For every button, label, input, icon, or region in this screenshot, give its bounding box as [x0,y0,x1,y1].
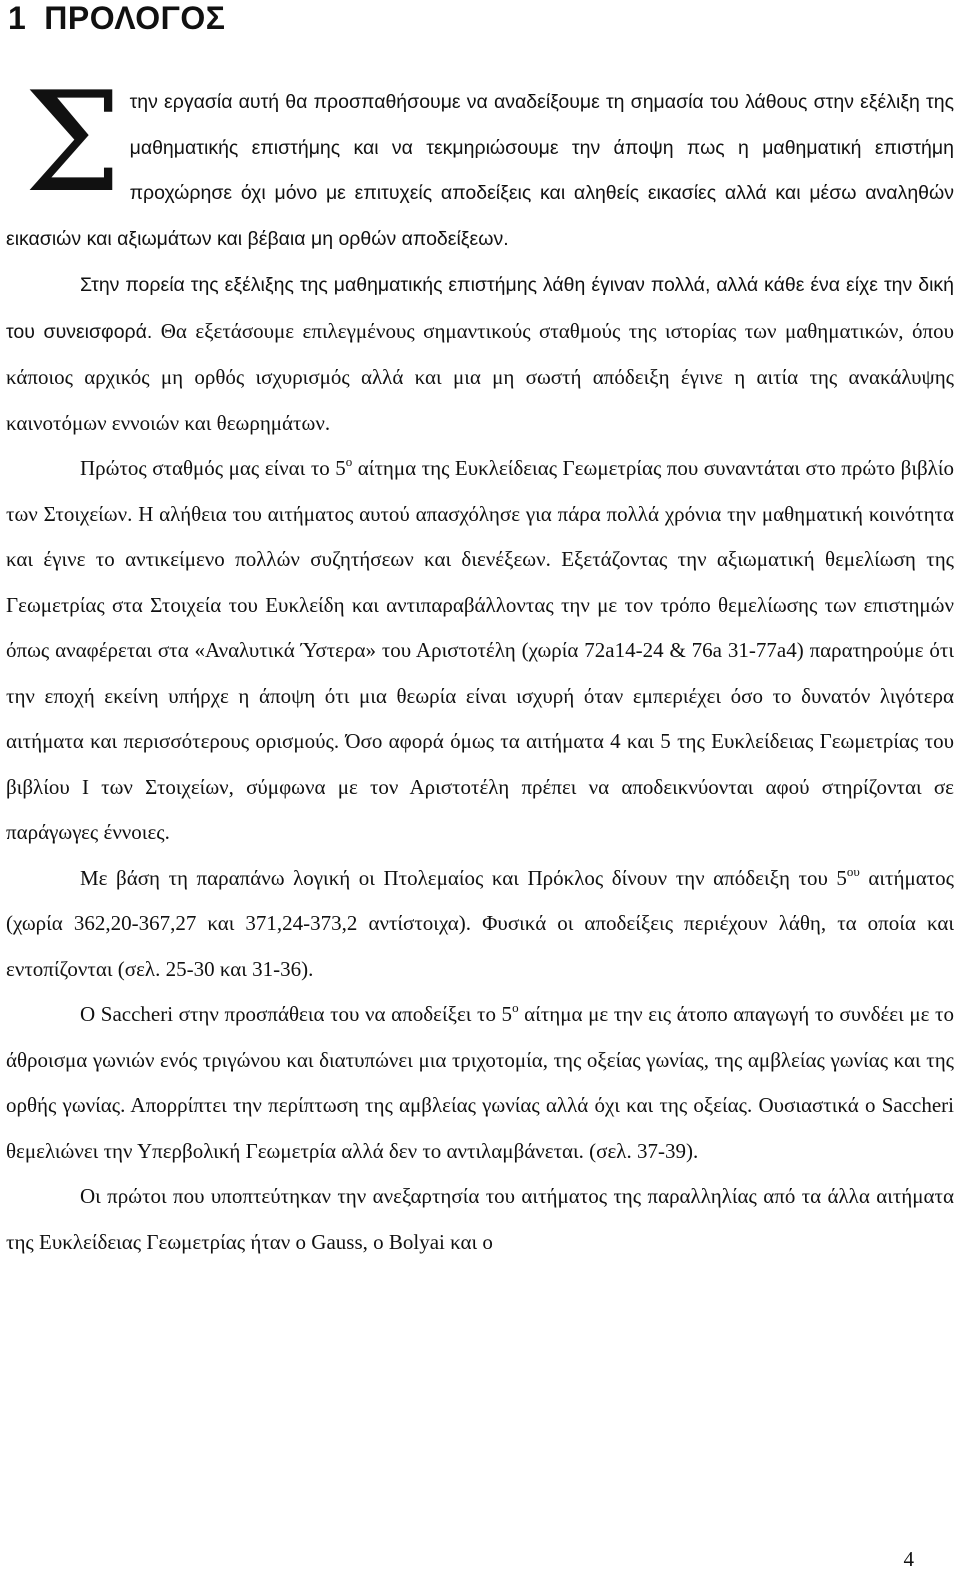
superscript: ο [512,1000,519,1015]
superscript: ου [846,863,860,879]
paragraph-4: Με βάση τη παραπάνω λογική οι Πτολεμαίος και Πρόκλος δίνουν την απόδειξη του $5^{o\upsilon}$ αιτήματος (χωρία 362,20-367,27 και 371,24-373,2 αντίστοιχα). Φυσικά οι αποδείξεις περιέχουν λάθη, τα οποία και εντοπίζονται (σελ. 25-30 και 31-36). [6,863,954,981]
paragraph-intro: Στην εργασία αυτή θα προσπαθήσουμε να αναδείξουμε τη σημασία του λάθους στην εξέλιξη της μαθηματικής επιστήμης και να τεκμηριώσουμε την άποψη πως η μαθηματική επιστήμη προχώρησε όχι μόνο με επιτυχείς αποδείξεις και αληθείς εικασίες αλλά και μέσω αναληθών εικασιών και αξιωμάτων και βέβαια μη ορθών αποδείξεων. [6,62,954,250]
drop-cap-letter: Σ [24,62,122,223]
chapter-number: 1 [8,0,27,36]
body-text [6,62,955,1265]
superscript: ο [345,454,353,469]
paragraph-6: Οι πρώτοι που υποπτεύτηκαν την ανεξαρτησία του αιτήματος της παραλληλίας από τα άλλα αιτήματα της Ευκλείδειας Γεωμετρίας ήταν ο Gauss, ο Bolyai και ο [6,1184,954,1254]
chapter-title: ΠΡΟΛΟΓΟΣ [44,0,226,36]
paragraph-3: Πρώτος σταθμός μας είναι το $5^o$ αίτημα της Ευκλείδειας Γεωμετρίας που συναντάται στο πρώτο βιβλίο των Στοιχείων. Η αλήθεια του αιτήματος αυτού απασχόλησε για πάρα πολλά χρόνια την μαθηματική κοινότητα και έγινε το αντικείμενο πολλών συζητήσεων και διενέξεων. Εξετάζοντας την αξιωματική θεμελίωση της Γεωμετρίας στα Στοιχεία του Ευκλείδη και αντιπαραβάλλοντας την με τον τρόπο θεμελίωσης των επιστημών όπως αναφέρεται στα «Αναλυτικά Ύστερα» του Αριστοτέλη (χωρία 72a14-24 & 76a 31-77a4) παρατηρούμε ότι την εποχή εκείνη υπήρχε η άποψη ότι μια θεωρία είναι ισχυρή όταν εμπεριέχει όσο το δυνατόν λιγότερα αιτήματα και περισσότερους ορισμούς. Όσο αφορά όμως τα αιτήματα 4 και 5 της Ευκλείδειας Γεωμετρίας του βιβλίου Ι των Στοιχείων, σύμφωνα με τον Αριστοτέλη πρέπει να αποδεικνύονται αφού στηρίζονται σε παράγωγες έννοιες. [6,454,955,844]
page-number: 4 [903,1547,914,1571]
chapter-heading [8,0,225,36]
paragraph-5: Ο Saccheri στην προσπάθεια του να αποδείξει το $5^o$ αίτημα με την εις άτοπο απαγωγή το συνδέει με το άθροισμα γωνιών ενός τριγώνου και διατυπώνει μια τριχοτομία, της οξείας γωνίας, της αμβλείας γωνίας και της ορθής γωνίας. Απορρίπτει την περίπτωση της αμβλείας γωνίας αλλά όχι και της οξείας. Ουσιαστικά ο Saccheri θεμελιώνει την Υπερβολική Γεωμετρία αλλά δεν το αντιλαμβάνεται. (σελ. 37-39). [6,1000,954,1163]
paragraph-2: Στην πορεία της εξέλιξης της μαθηματικής επιστήμης λάθη έγιναν πολλά, αλλά κάθε ένα είχε την δική του συνεισφορά. Θα εξετάσουμε επιλεγμένους σημαντικούς σταθμούς της ιστορίας των μαθηματικών, όπου κάποιος αρχικός μη ορθός ισχυρισμός αλλά και μια μη σωστή απόδειξη έγινε η αιτία της ανακάλυψης καινοτόμων εννοιών και θεωρημάτων. [6,274,954,435]
